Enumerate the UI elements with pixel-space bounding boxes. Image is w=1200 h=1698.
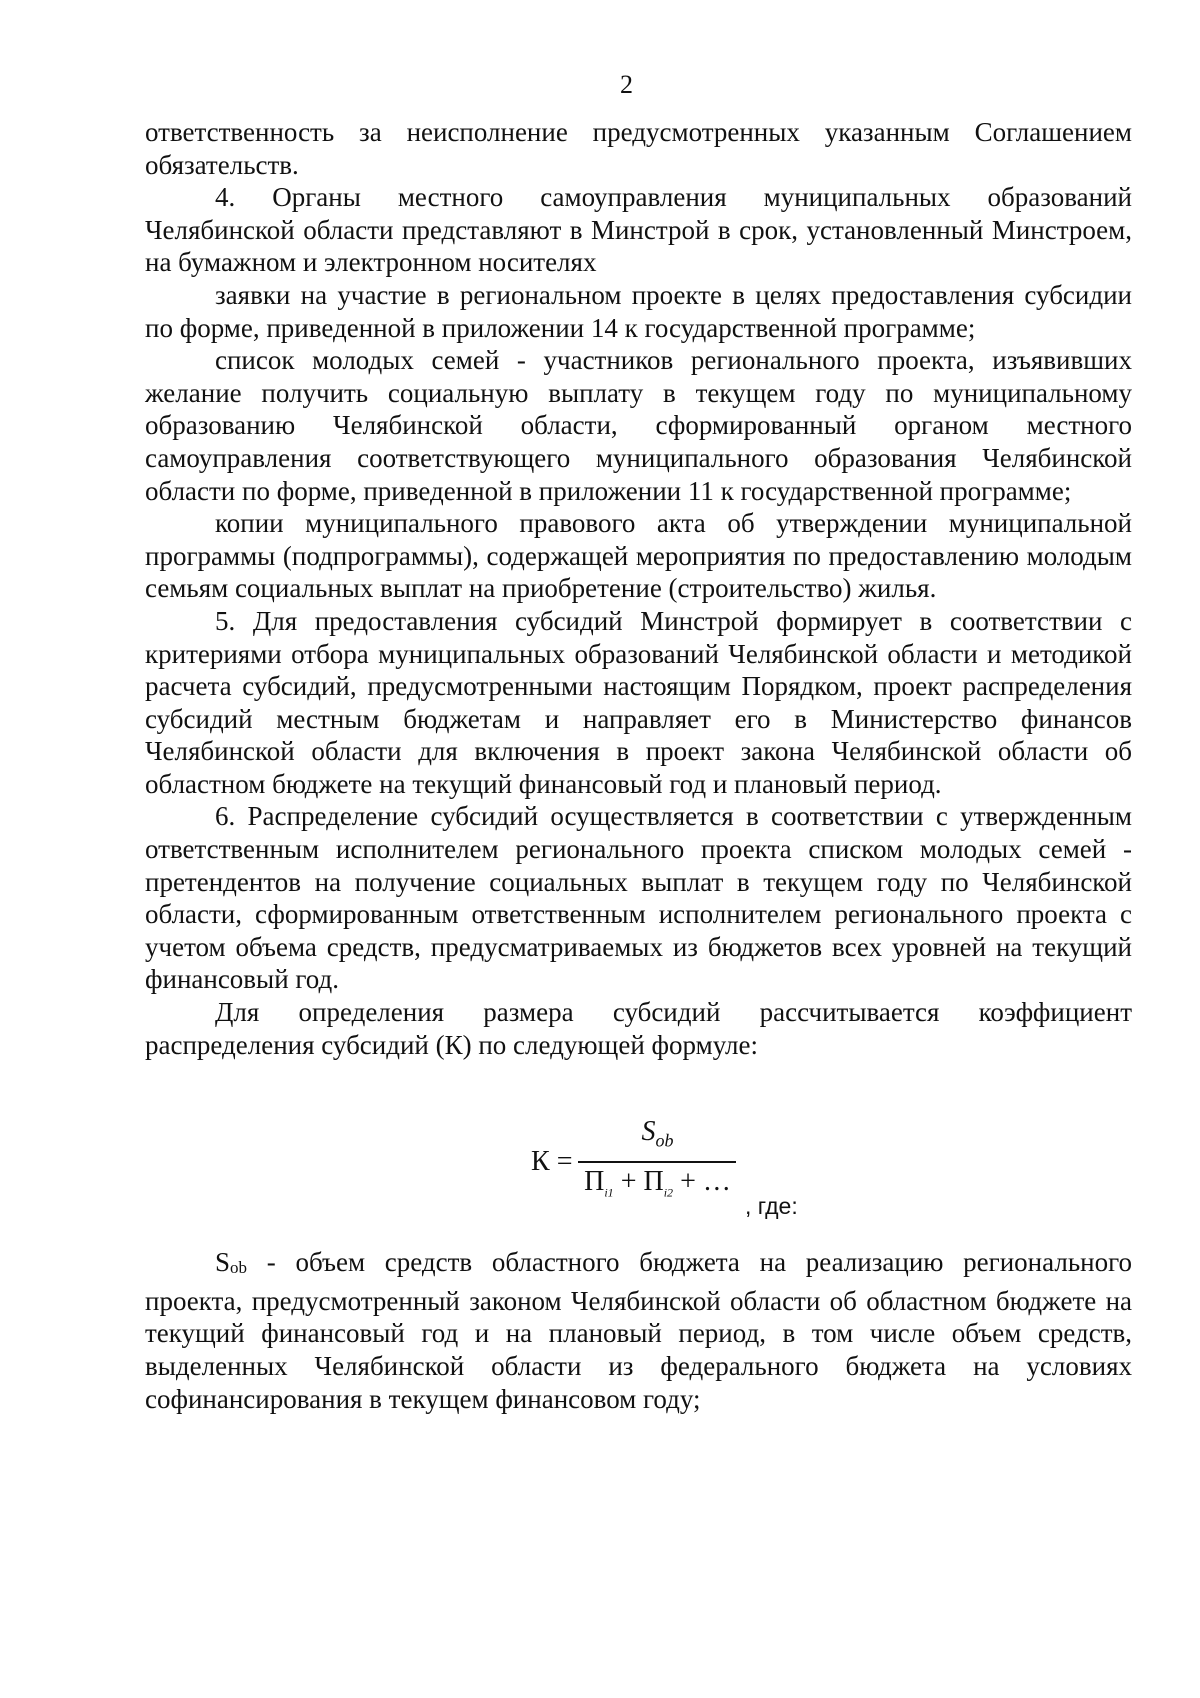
formula-block [145, 1061, 1132, 1246]
document-body [145, 116, 1132, 1415]
paragraph-act-copies: копии муниципального правового акта об утверждении муниципальной программы (подпрограммы), содержащей мероприятия по предоставлению молодым семьям социальных выплат на приобретение (строительство) жилья. [145, 508, 1132, 604]
paragraph-item-4: 4. Органы местного самоуправления муниципальных образований Челябинской области представляют в Минстрой в срок, установленный Минстроем, на бумажном и электронном носителях [145, 182, 1132, 278]
formula-denominator: $П_{i1} + П_{i2}$ + … [584, 1165, 731, 1200]
paragraph-definition-sob [145, 1246, 1132, 1415]
formula-lhs: К = [531, 1146, 573, 1178]
paragraph-item-6: 6. Распределение субсидий осуществляется в соответствии с утвержденным ответственным исполнителем регионального проекта списком молодых семей - претендентов на получение социальных выплат в текущем году по Челябинской области, сформированным ответственным исполнителем регионального проекта с учетом объема средств, предусматриваемых из бюджетов всех уровней на текущий финансовый год. [145, 801, 1132, 995]
page-number: 2 [620, 70, 633, 99]
paragraph-applications: заявки на участие в региональном проекте в целях предоставления субсидии по форме, приведенной в приложении 14 к государственной программе; [145, 279, 1132, 343]
paragraph-coefficient-intro: Для определения размера субсидий рассчитывается коэффициент распределения субсидий (К) по следующей формуле: [145, 997, 1132, 1060]
definition-text: - объем средств областного бюджета на реализацию регионального проекта, предусмотренный законом Челябинской области об областном бюджете на текущий финансовый год и на плановый период, в том числе объем средств, выделенных Челябинской области из федерального бюджета на условиях софинансирования в текущем финансовом году; [145, 1247, 1132, 1414]
formula-numerator: $S_{ob}$ [578, 1117, 736, 1163]
definition-symbol: S [215, 1247, 231, 1278]
paragraph-continuation: ответственность за неисполнение предусмотренных указанным Соглашением обязательств. [145, 117, 1132, 180]
formula-fraction [578, 1117, 736, 1207]
paragraph-item-5: 5. Для предоставления субсидий Минстрой формирует в соответствии с критериями отбора муниципальных образований Челябинской области и методикой расчета субсидий, предусмотренными настоящим Порядком, проект распределения субсидий местным бюджетам и направляет его в Министерство финансов Челябинской области для включения в проект закона Челябинской области об областном бюджете на текущий финансовый год и плановый период. [145, 605, 1132, 799]
coefficient-formula [531, 1117, 736, 1207]
definition-subscript: ob [230, 1258, 248, 1278]
paragraph-family-list: список молодых семей - участников регионального проекта, изъявивших желание получить социальную выплату в текущем году по муниципальному образованию Челябинской области, сформированный органом местного самоуправления соответствующего муниципального образования Челябинской области по форме, приведенной в приложении 11 к государственной программе; [145, 345, 1132, 506]
formula-where-label: , где: [745, 1193, 798, 1220]
